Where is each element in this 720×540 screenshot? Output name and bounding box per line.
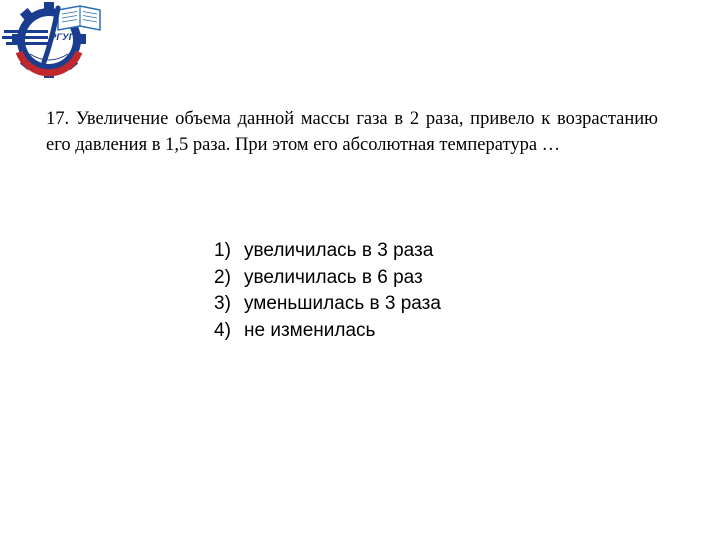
- logo-text: РГУПС: [50, 32, 83, 43]
- answer-text: не изменилась: [244, 319, 376, 341]
- answer-option: [214, 238, 441, 265]
- rgups-logo-graphic: [0, 0, 108, 92]
- answer-text: увеличилась в 6 раз: [244, 266, 423, 288]
- question-text: 17. Увеличение объема данной массы газа в 2 раза, привело к возрастанию его давления в 1,5 раза. При этом его абсолютная температура …: [46, 109, 658, 155]
- answer-option: [214, 265, 441, 292]
- answer-text: уменьшилась в 3 раза: [244, 293, 441, 314]
- answer-number: 3): [214, 293, 231, 314]
- answer-number: 4): [214, 319, 231, 341]
- answer-list: [214, 238, 441, 344]
- answer-text: увеличилась в 3 раза: [244, 240, 434, 261]
- rgups-logo: [0, 0, 108, 92]
- answer-option: [214, 318, 441, 345]
- answer-number: 1): [214, 240, 231, 261]
- answer-number: 2): [214, 266, 231, 288]
- answer-option: [214, 291, 441, 318]
